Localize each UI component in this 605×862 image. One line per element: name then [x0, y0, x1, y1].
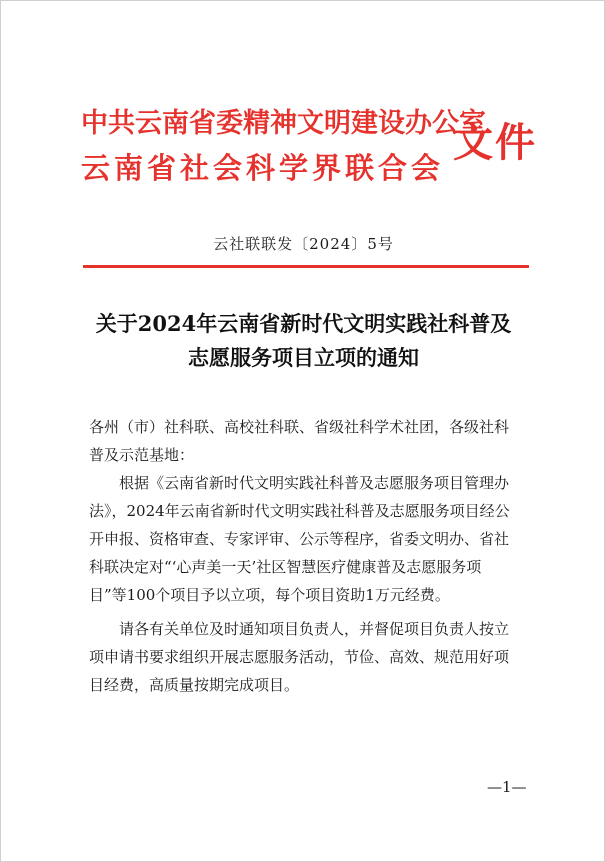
title-line-1: 关于2024年云南省新时代文明实践社科普及 — [95, 311, 512, 336]
issuer-name-2: 云南省社会科学界联合会 — [81, 151, 445, 185]
title-line-2: 志愿服务项目立项的通知 — [188, 345, 419, 370]
paragraph-1-line-1: 根据《云南省新时代文明实践社科普及志愿服务项目管理办 — [119, 474, 510, 492]
paragraph-2-line-2: 项申请书要求组织开展志愿服务活动，节俭、高效、规范用好项 — [89, 648, 510, 666]
paragraph-2-line-3: 目经费，高质量按期完成项目。 — [89, 676, 300, 694]
paragraph-2-line-1: 请各有关单位及时通知项目负责人，并督促项目负责人按立 — [119, 620, 510, 638]
document-number: 云社联联发〔2024〕5号 — [213, 235, 394, 253]
paragraph-1-line-4: 科联决定对“‘心声美一天’社区智慧医疗健康普及志愿服务项 — [89, 558, 482, 576]
addressee-line-1: 各州（市）社科联、高校社科联、省级社科学术社团，各级社科 — [89, 418, 510, 436]
issuer-name-1: 中共云南省委精神文明建设办公室 — [81, 108, 486, 139]
paragraph-1-line-5: 目”等100个项目予以立项，每个项目资助1万元经费。 — [89, 586, 450, 604]
issuer-block — [81, 101, 486, 189]
paragraph-2 — [89, 615, 525, 699]
document-kind-label: 文件 — [453, 120, 537, 166]
paragraph-1 — [89, 469, 525, 609]
red-divider-line — [83, 265, 529, 268]
addressee — [89, 413, 525, 469]
document-body — [89, 413, 525, 699]
paragraph-1-line-3: 开申报、资格审查、专家评审、公示等程序，省委文明办、省社 — [89, 530, 510, 548]
paragraph-1-line-2: 法》，2024年云南省新时代文明实践社科普及志愿服务项目经公 — [89, 502, 510, 520]
document-title — [1, 307, 605, 375]
page-number: —1— — [487, 778, 527, 796]
addressee-line-2: 普及示范基地： — [89, 446, 195, 464]
